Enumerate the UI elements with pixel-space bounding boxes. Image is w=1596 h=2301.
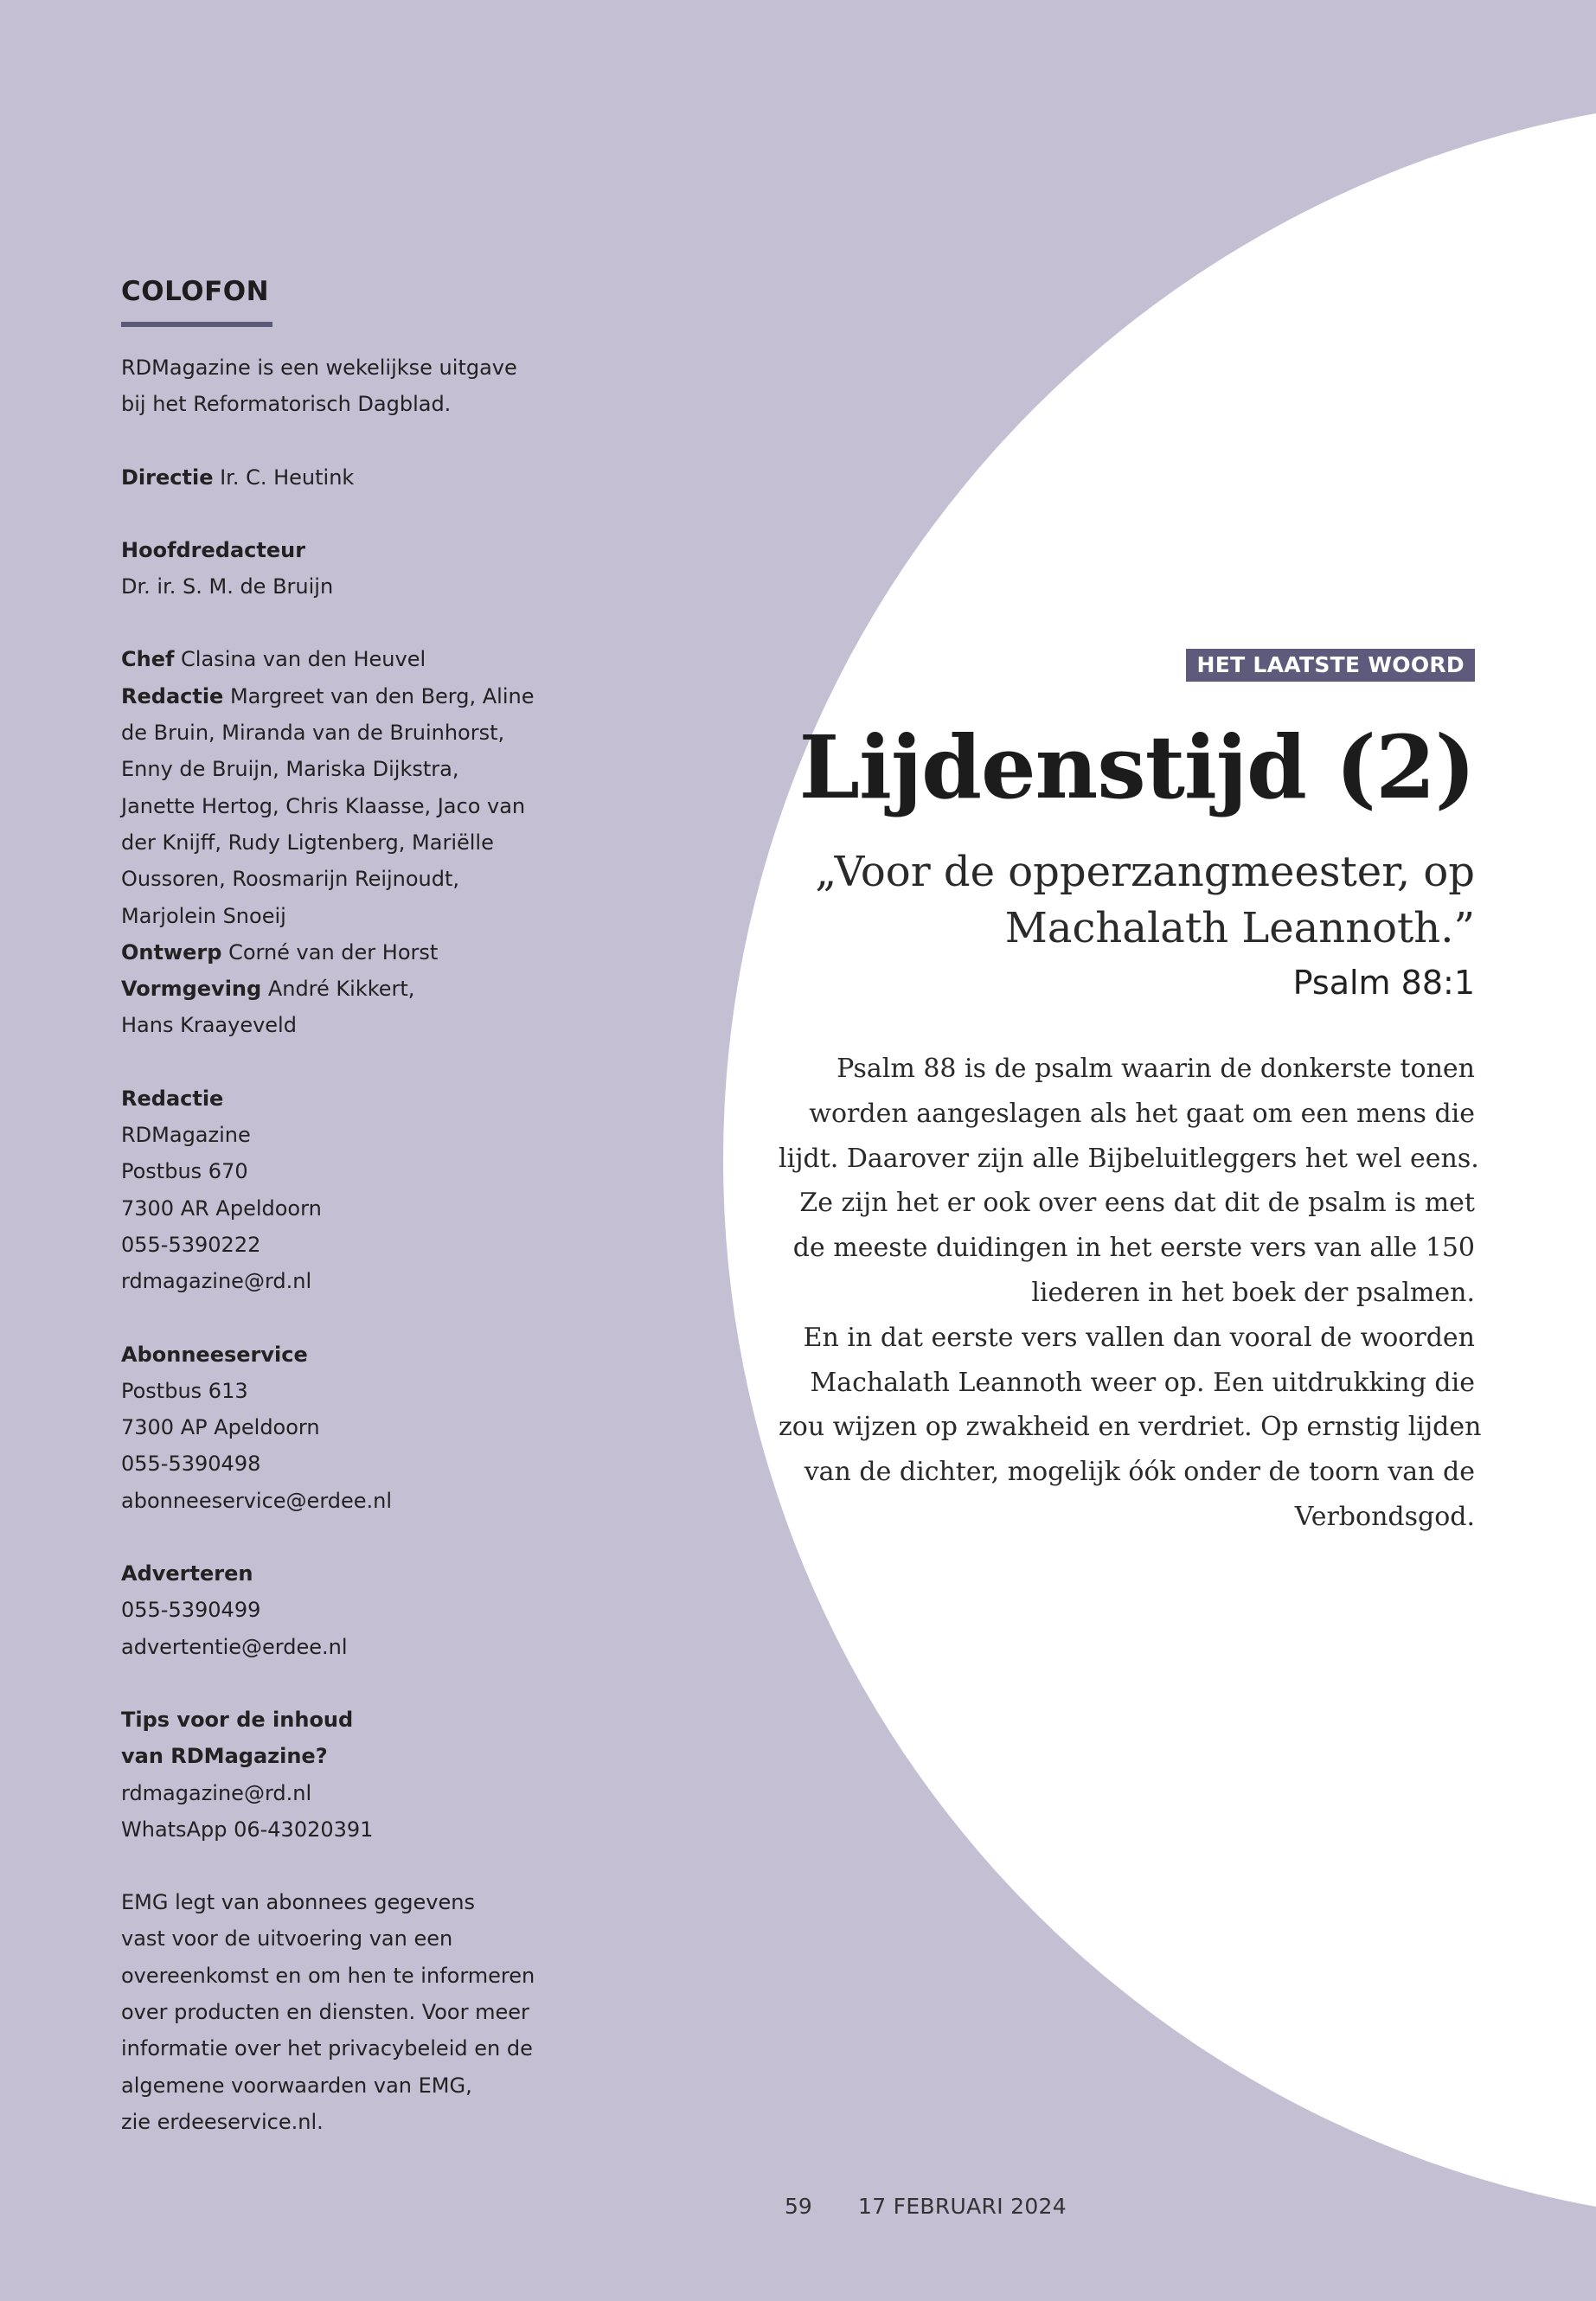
- body-line: worden aangeslagen als het gaat om een mens die: [809, 1098, 1475, 1129]
- directie-value: Ir. C. Heutink: [213, 465, 355, 490]
- colofon-privacy: [121, 1884, 536, 2140]
- body-line: Verbondsgod.: [1294, 1501, 1475, 1532]
- body-line: Psalm 88 is de psalm waarin de donkerste tonen: [836, 1054, 1475, 1084]
- privacy-line: zie erdeeservice.nl.: [121, 2109, 324, 2134]
- colofon-directie: [121, 459, 536, 496]
- colofon-title: COLOFON: [121, 276, 270, 307]
- page-number: 59: [785, 2194, 812, 2219]
- hoofdredacteur-value: Dr. ir. S. M. de Bruijn: [121, 574, 334, 599]
- body-line: zou wijzen op zwakheid en verdriet. Op ernstig lijden: [779, 1412, 1482, 1443]
- tips-whatsapp: WhatsApp 06-43020391: [121, 1817, 374, 1842]
- body-line: En in dat eerste vers vallen dan vooral de woorden: [803, 1322, 1475, 1353]
- adverteren-label: Adverteren: [121, 1561, 253, 1586]
- colofon-intro: [121, 349, 536, 423]
- issue-date: 17 FEBRUARI 2024: [858, 2194, 1067, 2219]
- colofon-abonneeservice: [121, 1336, 536, 1519]
- abonneeservice-label: Abonneeservice: [121, 1342, 308, 1367]
- article: [779, 649, 1482, 1540]
- hoofdredacteur-label: Hoofdredacteur: [121, 537, 306, 562]
- body-line: lijdt. Daarover zijn alle Bijbeluitleggers het wel eens.: [779, 1143, 1479, 1174]
- colofon-title-underline: [121, 322, 272, 327]
- quote-line: Machalath Leannoth.”: [1004, 904, 1475, 952]
- privacy-line: vast voor de uitvoering van een: [121, 1926, 453, 1952]
- ontwerp-label: Ontwerp: [121, 939, 222, 965]
- redactie-adres-line: 7300 AR Apeldoorn: [121, 1195, 322, 1221]
- body-line: van de dichter, mogelijk óók onder de toorn van de: [804, 1457, 1475, 1488]
- intro-line: bij het Reformatorisch Dagblad.: [121, 392, 452, 417]
- abonneeservice-line: 7300 AP Apeldoorn: [121, 1415, 320, 1440]
- colofon-hoofdredacteur: [121, 532, 536, 606]
- vormgeving-value: André Kikkert,: [261, 977, 415, 1002]
- redactie-value: Margreet van den Berg, Aline: [223, 683, 535, 708]
- redactie-line: Oussoren, Roosmarijn Reijnoudt,: [121, 867, 460, 892]
- vormgeving-line: Hans Kraayeveld: [121, 1013, 297, 1038]
- pull-quote: [779, 844, 1475, 957]
- ontwerp-value: Corné van der Horst: [221, 939, 439, 965]
- adverteren-phone: 055-5390499: [121, 1598, 261, 1623]
- body-line: Ze zijn het er ook over eens dat dit de psalm is met: [799, 1188, 1475, 1219]
- article-body: [779, 1047, 1482, 1540]
- colofon-adverteren: [121, 1555, 536, 1665]
- redactie-line: Marjolein Snoeij: [121, 903, 286, 928]
- body-line: de meeste duidingen in het eerste vers van alle 150: [792, 1233, 1475, 1264]
- abonneeservice-email: abonneeservice@erdee.nl: [121, 1488, 393, 1513]
- abonneeservice-line: Postbus 613: [121, 1378, 248, 1403]
- privacy-line: overeenkomst en om hen te informeren: [121, 1963, 535, 1988]
- privacy-line: informatie over het privacybeleid en de: [121, 2036, 533, 2061]
- colofon: [121, 273, 536, 2176]
- redactie-line: de Bruin, Miranda van de Bruinhorst,: [121, 721, 505, 746]
- section-label: HET LAATSTE WOORD: [1186, 649, 1475, 682]
- article-headline: Lijdenstijd (2): [798, 716, 1475, 818]
- colofon-tips: [121, 1702, 536, 1848]
- intro-line: RDMagazine is een wekelijkse uitgave: [121, 356, 517, 380]
- redactie-line: Janette Hertog, Chris Klaasse, Jaco van: [121, 793, 526, 818]
- tips-label: Tips voor de inhoud: [121, 1707, 354, 1732]
- privacy-line: algemene voorwaarden van EMG,: [121, 2073, 472, 2098]
- redactie-adres-label: Redactie: [121, 1086, 224, 1111]
- redactie-line: Enny de Bruijn, Mariska Dijkstra,: [121, 757, 459, 782]
- directie-label: Directie: [121, 465, 214, 490]
- redactie-adres-line: Postbus 670: [121, 1159, 248, 1184]
- tips-email: rdmagazine@rd.nl: [121, 1780, 312, 1805]
- chef-value: Clasina van den Heuvel: [174, 647, 426, 672]
- vormgeving-label: Vormgeving: [121, 977, 262, 1002]
- body-line: liederen in het boek der psalmen.: [1031, 1277, 1475, 1308]
- redactie-adres-line: RDMagazine: [121, 1123, 251, 1148]
- colofon-redactie-adres: [121, 1080, 536, 1300]
- redactie-email: rdmagazine@rd.nl: [121, 1269, 312, 1294]
- redactie-label: Redactie: [121, 683, 224, 708]
- redactie-line: der Knijff, Rudy Ligtenberg, Mariëlle: [121, 830, 494, 855]
- body-line: Machalath Leannoth weer op. Een uitdrukking die: [810, 1367, 1475, 1398]
- redactie-phone: 055-5390222: [121, 1232, 261, 1257]
- colofon-staff: [121, 641, 536, 1043]
- adverteren-email: advertentie@erdee.nl: [121, 1634, 348, 1659]
- privacy-line: over producten en diensten. Voor meer: [121, 1999, 529, 2024]
- tips-label: van RDMagazine?: [121, 1744, 328, 1769]
- quote-line: „Voor de opperzangmeester, op: [815, 848, 1475, 896]
- chef-label: Chef: [121, 647, 175, 672]
- privacy-line: EMG legt van abonnees gegevens: [121, 1890, 475, 1915]
- scripture-reference: Psalm 88:1: [1292, 964, 1475, 1002]
- abonneeservice-phone: 055-5390498: [121, 1452, 261, 1477]
